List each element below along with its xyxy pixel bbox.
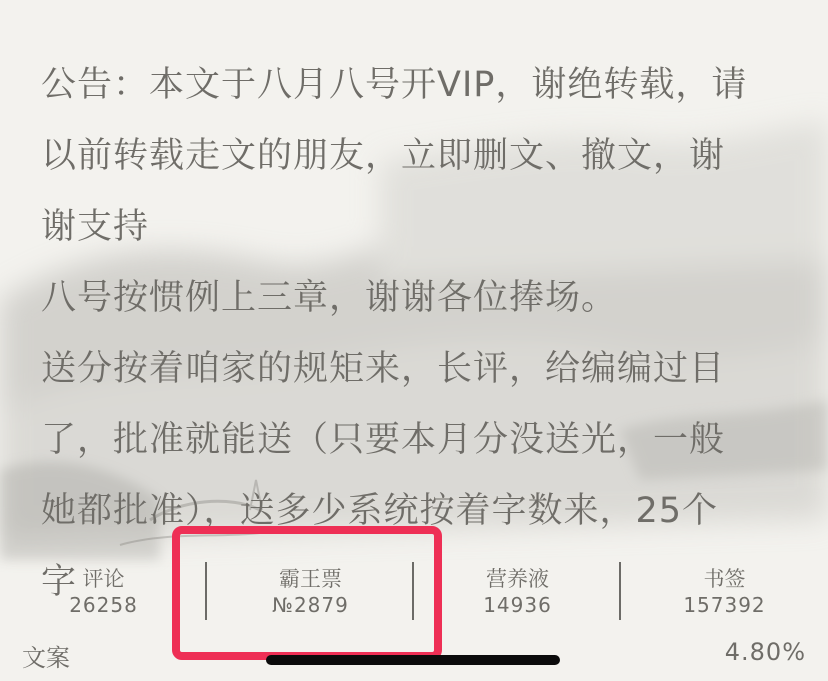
section-label: 文案 (22, 644, 70, 672)
stat-label: 霸王票 (279, 567, 342, 591)
stat-comments[interactable] (0, 552, 207, 632)
text-line: 八号按惯例上三章，谢谢各位捧场。 (41, 278, 618, 318)
stat-nutrient[interactable] (414, 552, 621, 632)
text-line: 了，批准就能送（只要本月分没送光，一般 (41, 420, 726, 460)
text-line: 送分按着咱家的规矩来，长评，给编编过目 (41, 349, 726, 389)
reading-progress: 4.80% (724, 638, 806, 666)
text-line: 公告：本文于八月八号开VIP，谢绝转载，请 (41, 65, 748, 105)
stat-overlord-tickets[interactable] (207, 552, 414, 632)
stats-bar (0, 552, 828, 632)
stat-value: 14936 (483, 593, 552, 617)
text-line: 她都批准），送多少系统按着字数来，25个 (41, 491, 719, 531)
stat-value: 157392 (683, 593, 766, 617)
text-line: 以前转载走文的朋友，立即删文、撤文，谢 (41, 136, 726, 176)
stat-value: 26258 (69, 593, 138, 617)
stat-label: 营养液 (486, 567, 549, 591)
chapter-text (41, 50, 793, 618)
stat-value: №2879 (272, 593, 349, 617)
text-line: 谢支持 (41, 207, 150, 247)
stat-bookmarks[interactable] (621, 552, 828, 632)
stat-label: 书签 (703, 567, 746, 591)
text-line: 字 (41, 562, 78, 602)
home-indicator[interactable] (266, 655, 560, 665)
stat-label: 评论 (82, 567, 125, 591)
